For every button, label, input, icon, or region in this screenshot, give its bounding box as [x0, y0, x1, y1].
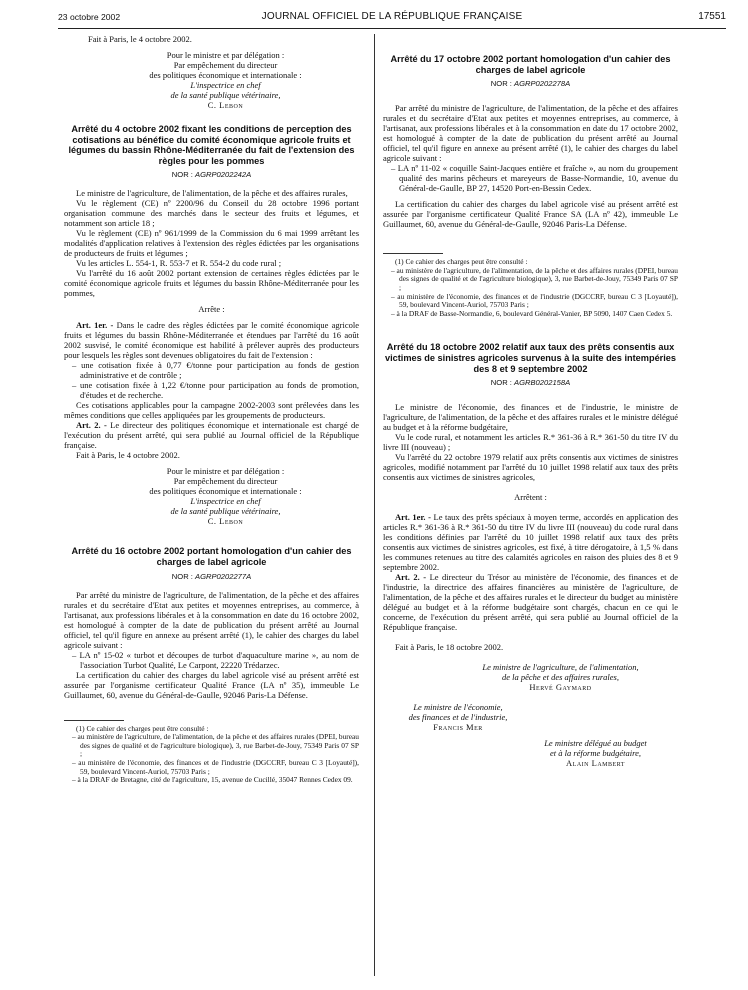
paragraph: Vu les articles L. 554-1, R. 553-7 et R. 554-2 du code rural ; [76, 258, 282, 269]
signature-line: de la pêche et des affaires rurales, [501, 672, 619, 683]
article-label: Art. 1er. - [395, 512, 431, 523]
signature-date: Fait à Paris, le 18 octobre 2002. [395, 642, 504, 653]
signatory-name: Francis Mer [433, 722, 483, 733]
paragraph: Vu le règlement (CE) nº 2200/96 du Conseil du 28 octobre 1996 portant organisation commune des marchés dans le secteur des fruits et légumes, et notamment son article 18 ; [64, 198, 359, 229]
signatory-name: C. Lebon [207, 516, 244, 527]
signature-line: de la santé publique vétérinaire, [170, 90, 281, 100]
paragraph: La certification du cahier des charges du label agricole visé au présent arrêté est assurée par l'organisme certificateur Qualité France SA (LA nº 42), immeuble Le Guillaumet, 60, avenue du Général-de-Gaulle, 92046 Paris-La Défense. [383, 199, 678, 230]
footnote: (1) Ce cahier des charges peut être consulté : [395, 257, 528, 267]
signatory-name: Hervé Gaymard [529, 682, 592, 693]
paragraph: Par arrêté du ministre de l'agriculture, de l'alimentation, de la pêche et des affaires rurales et du secrétaire d'Etat aux petites et moyennes entreprises, au commerce, à l'artisanat, aux professions libérales et à la consommation en date du 16 octobre 2002, est homologué à compter de la date de publication du présent arrêté au Journal officiel, tel qu'il figure en annexe au présent arrêté (1), le cahier des charges du label agricole suivant : [64, 589, 359, 650]
article-label: Art. 2. - [76, 420, 107, 431]
footnote-item: – au ministère de l'agriculture, de l'alimentation, de la pêche et des affaires rurales (DPEI, bureau des signes de qualité et de l'agriculture biologique), 3, rue Barbet-de-Jouy, 75349 Paris 07 SP ; [391, 265, 678, 292]
paragraph: Vu l'arrêté du 22 octobre 1979 relatif aux prêts consentis aux victimes de sinistres agricoles, modifié notamment par l'arrêté du 10 juillet 1998 relatif aux taux des prêts consentis aux victimes de sinistres agricoles, [383, 452, 678, 483]
paragraph: Ces cotisations applicables pour la campagne 2002-2003 sont prélevées dans les mêmes conditions que celles appliquées par les groupements de producteurs. [64, 400, 359, 421]
article [64, 420, 359, 450]
signature-line: Le ministre délégué au budget [544, 738, 647, 749]
list-item: – LA nº 15-02 « turbot et découpes de turbot d'aquaculture marine », au nom de l'association Turbot Qualité, Le Carpont, 22220 Trédarzec. [72, 649, 359, 670]
footnote-item: – au ministère de l'économie, des finances et de l'industrie (DGCCRF, bureau C 3 [Loyauté]), 59, boulevard Vincent-Auriol, 75703 Paris ; [391, 291, 678, 310]
signature-line: des finances et de l'industrie, [408, 712, 508, 723]
nor-code: AGRB0202158A [514, 378, 571, 388]
right-column [383, 34, 678, 768]
signature-line: Pour le ministre et par délégation : [166, 466, 285, 477]
paragraph: Vu le règlement (CE) nº 961/1999 de la Commission du 6 mai 1999 arrêtant les modalités d'application relatives à l'extension des règles édictées par les organisations de producteurs de fruits et légumes ; [64, 228, 359, 259]
signature-line: et à la réforme budgétaire, [549, 748, 642, 759]
footnote-item: – à la DRAF de Bretagne, cité de l'agriculture, 15, avenue de Cucillé, 35047 Rennes Cedex 09. [72, 775, 353, 785]
paragraph: Le ministre de l'agriculture, de l'alimentation, de la pêche et des affaires rurales, [76, 188, 348, 199]
decree-title: Arrêté du 17 octobre 2002 portant homologation d'un cahier des charges de label agricole [390, 54, 671, 75]
decree-title: Arrêté du 18 octobre 2002 relatif aux taux des prêts consentis aux victimes de sinistres agricoles survenus à la suite des intempéries des 8 et 9 septembre 2002 [384, 342, 677, 374]
column-divider [374, 34, 375, 976]
paragraph: Le ministre de l'économie, des finances et de l'industrie, le ministre de l'agriculture, de l'alimentation, de la pêche et des affaires rurales et le ministre délégué au budget et à la réforme budgétaire, [383, 402, 678, 433]
nor-label: NOR : [490, 79, 512, 89]
footnote-rule [383, 253, 443, 254]
paragraph: Vu le code rural, et notamment les articles R.* 361-36 à R.* 361-50 du titre IV du livre III (nouveau) ; [383, 432, 678, 453]
signature-line: Pour le ministre et par délégation : [166, 50, 285, 60]
signature-line: de la santé publique vétérinaire, [170, 506, 281, 517]
article [383, 572, 678, 632]
article [383, 512, 678, 572]
signature-line: L'inspectrice en chef [190, 80, 261, 90]
nor-reference [383, 378, 678, 388]
nor-code: AGRP0202277A [195, 571, 252, 581]
signature-line: Par empêchement du directeur [173, 476, 278, 487]
signatory-name: C. Lebon [207, 100, 244, 110]
article [64, 320, 359, 360]
signature-line: Par empêchement du directeur [173, 60, 278, 70]
arrete-heading: Arrêtent : [514, 492, 547, 503]
signatory-name: Alain Lambert [566, 758, 625, 769]
signature-date: Fait à Paris, le 4 octobre 2002. [88, 34, 192, 44]
header-date: 23 octobre 2002 [58, 12, 121, 22]
footnote: (1) Ce cahier des charges peut être consulté : [76, 723, 209, 733]
header-page-number: 17551 [698, 11, 726, 22]
footnote-rule [64, 720, 124, 721]
nor-label: NOR : [171, 170, 193, 180]
footnote-item: – à la DRAF de Basse-Normandie, 6, boulevard Général-Vanier, BP 5090, 1407 Caen Cedex 5. [391, 308, 673, 318]
nor-reference [64, 170, 359, 180]
article-text: Le directeur des politiques économique et internationale est chargé de l'exécution du présent arrêté, qui sera publié au Journal officiel de la République française. [64, 420, 360, 451]
nor-reference [64, 572, 359, 582]
article-label: Art. 1er. - [76, 320, 114, 331]
nor-code: AGRP0202278A [514, 79, 571, 89]
signature-line: Le ministre de l'économie, [413, 702, 503, 713]
signature-line: L'inspectrice en chef [190, 496, 261, 507]
decree-title: Arrêté du 16 octobre 2002 portant homologation d'un cahier des charges de label agricole [71, 546, 352, 567]
nor-label: NOR : [171, 571, 193, 581]
arrete-heading: Arrête : [198, 304, 225, 315]
list-item: – une cotisation fixée à 0,77 €/tonne pour participation au fonds de gestion administrative et de contrôle ; [72, 360, 359, 381]
header-title: JOURNAL OFFICIEL DE LA RÉPUBLIQUE FRANÇAISE [261, 11, 523, 22]
signature-date: Fait à Paris, le 4 octobre 2002. [76, 450, 180, 461]
footnote-item: – au ministère de l'économie, des finances et de l'industrie (DGCCRF, bureau C 3 [Loyauté]), 59, boulevard Vincent-Auriol, 75703 Paris ; [72, 757, 359, 776]
paragraph: Vu l'arrêté du 16 août 2002 portant extension de certaines règles édictées par le comité économique agricole fruits et légumes du bassin Rhône-Méditerranée pour les pommes, [64, 268, 359, 299]
signature-line: Le ministre de l'agriculture, de l'alimentation, [482, 662, 639, 673]
article-text: Dans le cadre des règles édictées par le comité économique agricole fruits et légumes du bassin Rhône-Méditerranée et étendues par l'arrêté du 16 août 2002 susvisé, le comité économique est habilité à prélever auprès des producteurs pour lesquels les règles sont devenues obligatoires du fait de l'extension : [64, 320, 360, 361]
article-text: Le taux des prêts spéciaux à moyen terme, accordés en application des articles R.* 361-36 à R.* 361-50 du titre IV du livre III (nouveau) du code rural dans les conditions définies par l'arrêté du 10 juillet 1998 relatif aux taux des prêts consentis aux victimes de sinistres agricoles, est fixé, à titre dérogatoire, à 1,5 % dans les communes retenues au titre des calamités agricoles en raison des pluies des 8 et 9 septembre 2002. [383, 512, 679, 573]
header-rule [58, 28, 726, 29]
signature-line: des politiques économique et internationale : [149, 70, 302, 80]
list-item: – une cotisation fixée à 1,22 €/tonne pour participation au fonds de promotion, d'études et de recherche. [72, 380, 359, 401]
nor-reference [383, 79, 678, 89]
nor-code: AGRP0202242A [195, 170, 252, 180]
article-label: Art. 2. - [395, 572, 427, 583]
article-text: Le directeur du Trésor au ministère de l'économie, des finances et de l'industrie, la directrice des affaires financières au ministère de l'agriculture, de l'alimentation, de la pêche et des affaires rurales et le directeur du budget au ministère délégué au budget et à la réforme budgétaire sont chargés, chacun en ce qui le concerne, de l'exécution du présent arrêté, qui sera publié au Journal officiel de la République française. [383, 572, 678, 633]
left-column [64, 34, 359, 785]
footnote-item: – au ministère de l'agriculture, de l'alimentation, de la pêche et des affaires rurales (DPEI, bureau des signes de qualité et de l'agriculture biologique), 3, rue Barbet-de-Jouy, 75349 Paris 07 SP ; [72, 732, 359, 759]
paragraph: La certification du cahier des charges du label agricole visé au présent arrêté est assurée par l'organisme certificateur Qualité France (LA nº 35), immeuble Le Guillaumet, 60, avenue du Général-de-Gaulle, 92046 Paris-La Défense. [64, 669, 359, 700]
nor-label: NOR : [490, 378, 512, 388]
list-item: – LA nº 11-02 « coquille Saint-Jacques entière et fraîche », au nom du groupement qualité des marins pêcheurs et mareyeurs de Basse-Normandie, 10, avenue du Général-de-Gaulle, BP 27, 14520 Port-en-Bessin Cedex. [391, 163, 678, 194]
paragraph: Par arrêté du ministre de l'agriculture, de l'alimentation, de la pêche et des affaires rurales et du secrétaire d'Etat aux petites et moyennes entreprises, au commerce, à l'artisanat, aux professions libérales et à la consommation en date du 17 octobre 2002, est homologué à compter de la date de publication du présent arrêté au Journal officiel, tel qu'il figure en annexe au présent arrêté (1), le cahier des charges du label agricole suivant : [383, 103, 678, 164]
decree-title: Arrêté du 4 octobre 2002 fixant les conditions de perception des cotisations au bénéfice du comité économique agricole fruits et légumes du bassin Rhône-Méditerranée du fait de l'extension des règles pour les pommes [68, 124, 355, 166]
signature-line: des politiques économique et internationale : [149, 486, 302, 497]
page-header [58, 8, 726, 30]
